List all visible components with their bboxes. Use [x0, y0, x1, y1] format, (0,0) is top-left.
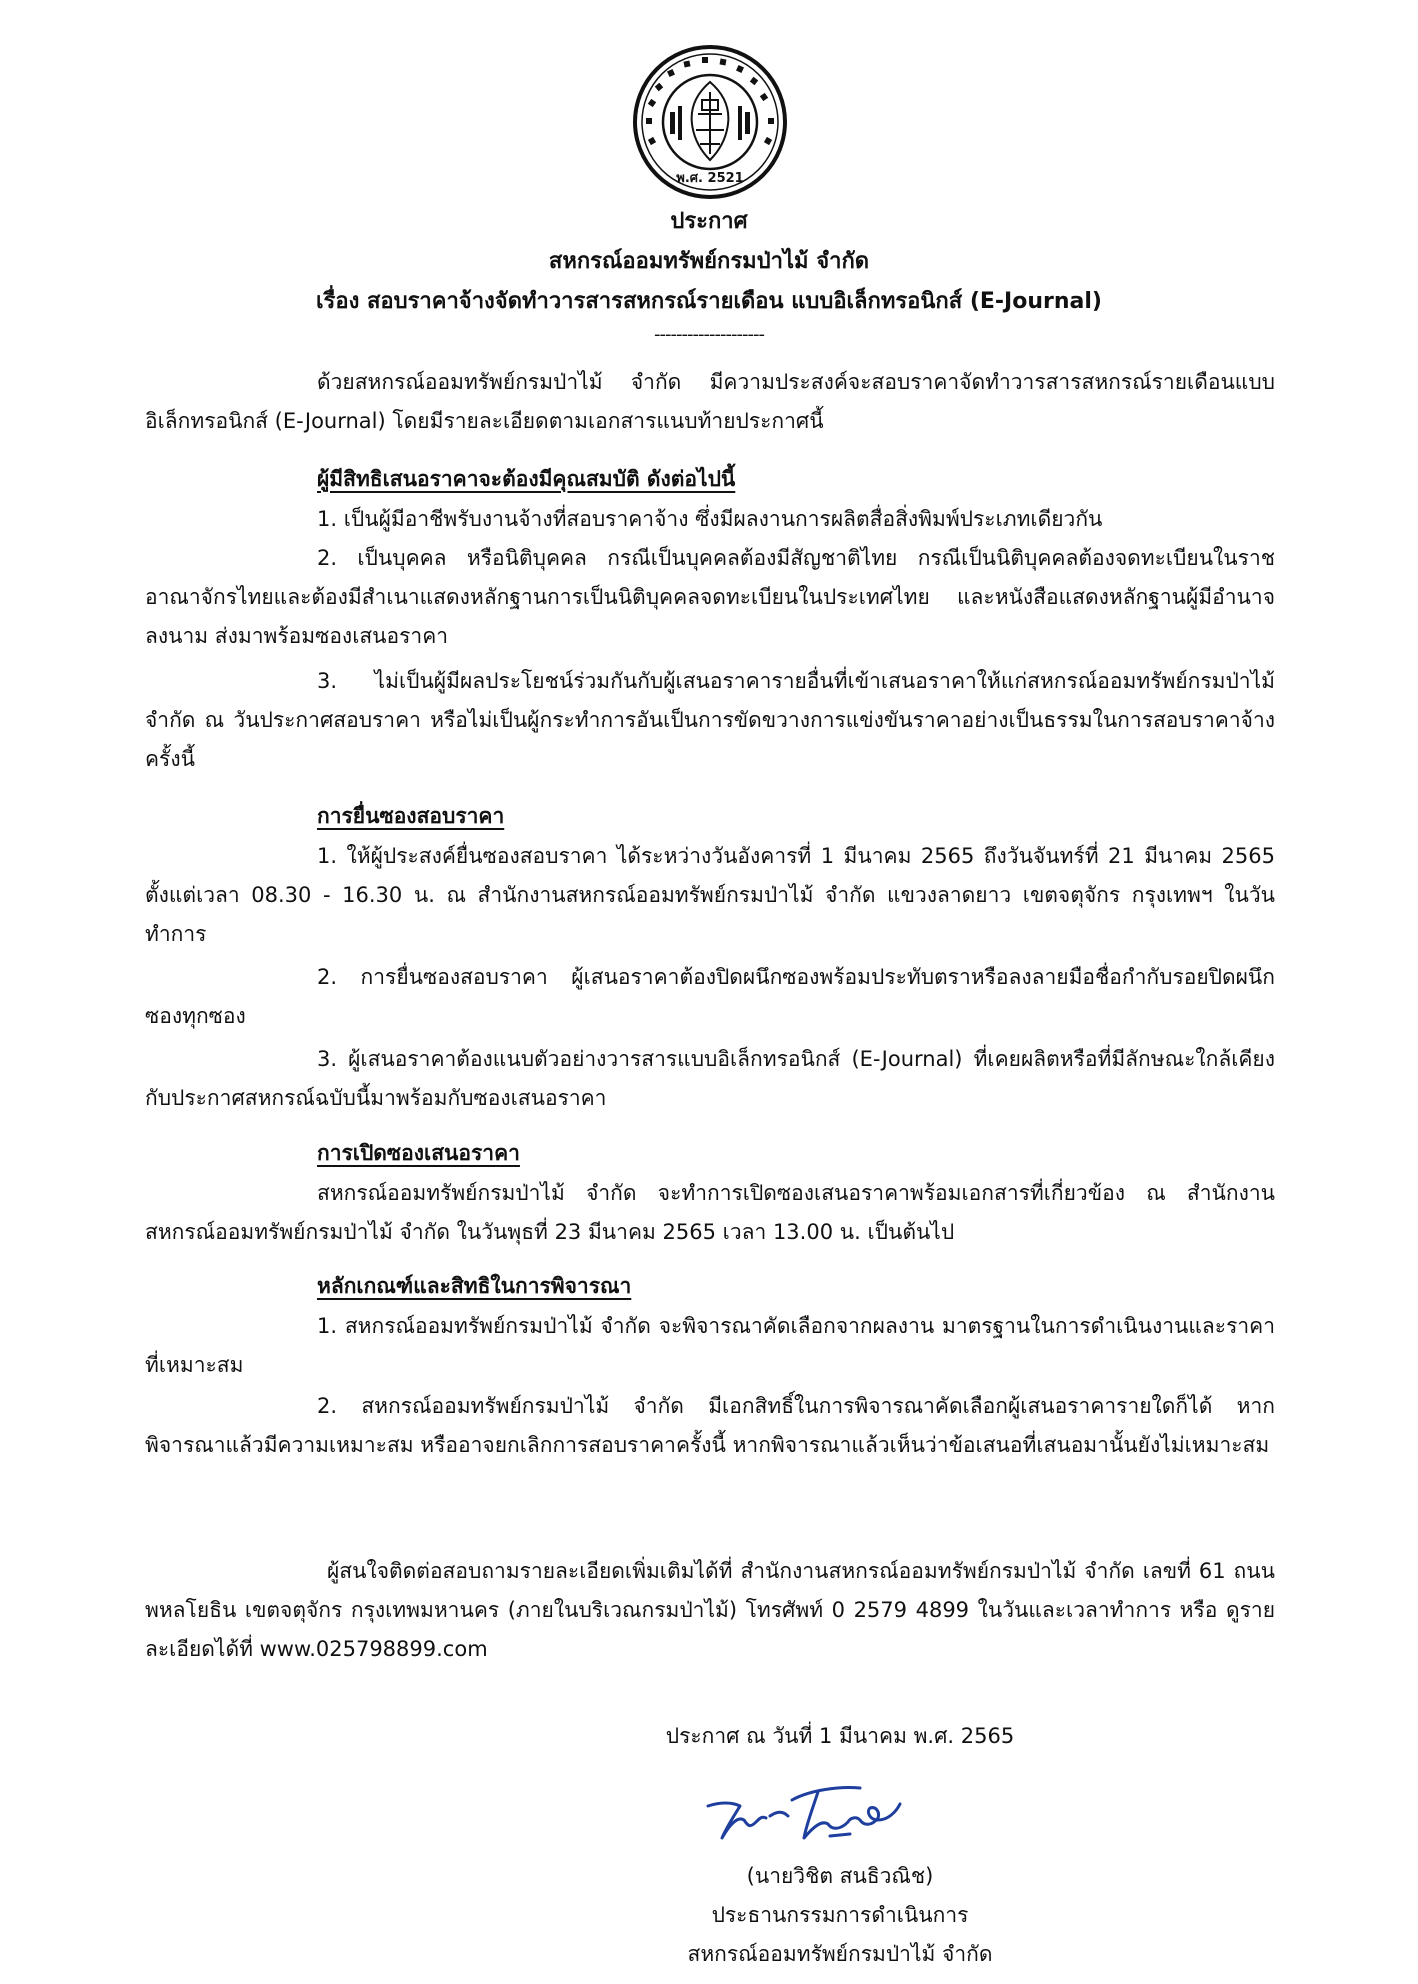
signer-name: (นายวิชิต สนธิวณิช): [746, 1864, 934, 1888]
intro-paragraph: ด้วยสหกรณ์ออมทรัพย์กรมป่าไม้ จำกัด มีความประสงค์จะสอบราคาจัดทำวารสารสหกรณ์รายเดือนแบบอิเล็กทรอนิกส์ (E-Journal) โดยมีรายละเอียดตามเอกสารแนบท้ายประกาศนี้: [145, 370, 1275, 433]
contact-paragraph: ผู้สนใจติดต่อสอบถามรายละเอียดเพิ่มเติมได้ที่ สำนักงานสหกรณ์ออมทรัพย์กรมป่าไม้ จำกัด เลขที่ 61 ถนนพหลโยธิน เขตจตุจักร กรุงเทพมหานคร (ภายในบริเวณกรมป่าไม้) โทรศัพท์ 0 2579 4899 ในวันและเวลาทำการ หรือ ดูรายละเอียดได้ที่ www.025798899.com: [145, 1559, 1275, 1661]
section-heading-submission: การยื่นซองสอบราคา: [317, 804, 505, 828]
signer-position: ประธานกรรมการดำเนินการ: [711, 1903, 969, 1927]
opening-item-1: สหกรณ์ออมทรัพย์กรมป่าไม้ จำกัด จะทำการเปิดซองเสนอราคาพร้อมเอกสารที่เกี่ยวข้อง ณ สำนักงานสหกรณ์ออมทรัพย์กรมป่าไม้ จำกัด ในวันพุธที่ 23 มีนาคม 2565 เวลา 13.00 น. เป็นต้นไป: [145, 1181, 1275, 1244]
organization-title: สหกรณ์ออมทรัพย์กรมป่าไม้ จำกัด: [548, 249, 870, 274]
section-heading-opening: การเปิดซองเสนอราคา: [317, 1141, 520, 1165]
qualification-item-2: 2. เป็นบุคคล หรือนิติบุคคล กรณีเป็นบุคคลต้องมีสัญชาติไทย กรณีเป็นนิติบุคคลต้องจดทะเบียนในราชอาณาจักรไทยและต้องมีสำเนาแสดงหลักฐานการเป็นนิติบุคคลจดทะเบียนในประเทศไทย และหนังสือแสดงหลักฐานผู้มีอำนาจลงนาม ส่งมาพร้อมซองเสนอราคา: [145, 546, 1275, 648]
submission-item-1: 1. ให้ผู้ประสงค์ยื่นซองสอบราคา ได้ระหว่างวันอังคารที่ 1 มีนาคม 2565 ถึงวันจันทร์ที่ 21 มีนาคม 2565 ตั้งแต่เวลา 08.30 - 16.30 น. ณ สำนักงานสหกรณ์ออมทรัพย์กรมป่าไม้ จำกัด แขวงลาดยาว เขตจตุจักร กรุงเทพฯ ในวันทำการ: [145, 844, 1275, 946]
submission-item-3: 3. ผู้เสนอราคาต้องแนบตัวอย่างวารสารแบบอิเล็กทรอนิกส์ (E-Journal) ที่เคยผลิตหรือที่มีลักษณะใกล้เคียงกับประกาศสหกรณ์ฉบับนี้มาพร้อมกับซองเสนอราคา: [145, 1047, 1275, 1110]
section-heading-qualifications: ผู้มีสิทธิเสนอราคาจะต้องมีคุณสมบัติ ดังต่อไปนี้: [317, 467, 736, 491]
seal-year-text: พ.ศ. 2521: [676, 171, 744, 186]
criteria-item-2: 2. สหกรณ์ออมทรัพย์กรมป่าไม้ จำกัด มีเอกสิทธิ์ในการพิจารณาคัดเลือกผู้เสนอราคารายใดก็ได้ หากพิจารณาแล้วมีความเหมาะสม หรืออาจยกเลิกการสอบราคาครั้งนี้ หากพิจารณาแล้วเห็นว่าข้อเสนอที่เสนอมานั้นยังไม่เหมาะสม: [145, 1394, 1275, 1457]
subject-title: เรื่อง สอบราคาจ้างจัดทำวารสารสหกรณ์รายเดือน แบบอิเล็กทรอนิกส์ (E-Journal): [316, 289, 1102, 314]
qualification-item-3: 3. ไม่เป็นผู้มีผลประโยชน์ร่วมกันกับผู้เสนอราคารายอื่นที่เข้าเสนอราคาให้แก่สหกรณ์ออมทรัพย์กรมป่าไม้ จำกัด ณ วันประกาศสอบราคา หรือไม่เป็นผู้กระทำการอันเป็นการขัดขวางการแข่งขันราคาอย่างเป็นธรรมในการสอบราคาจ้างครั้งนี้: [145, 669, 1275, 771]
criteria-item-1: 1. สหกรณ์ออมทรัพย์กรมป่าไม้ จำกัด จะพิจารณาคัดเลือกจากผลงาน มาตรฐานในการดำเนินงานและราคาที่เหมาะสม: [145, 1314, 1275, 1377]
signature-icon: [700, 1776, 910, 1856]
announcement-date: ประกาศ ณ วันที่ 1 มีนาคม พ.ศ. 2565: [665, 1724, 1015, 1748]
title-separator: --------------------: [654, 324, 764, 345]
qualification-item-1: 1. เป็นผู้มีอาชีพรับงานจ้างที่สอบราคาจ้าง ซึ่งมีผลงานการผลิตสื่อสิ่งพิมพ์ประเภทเดียวกัน: [317, 507, 1103, 531]
submission-item-2: 2. การยื่นซองสอบราคา ผู้เสนอราคาต้องปิดผนึกซองพร้อมประทับตราหรือลงลายมือชื่อกำกับรอยปิดผนึกซองทุกซอง: [145, 965, 1275, 1028]
cooperative-seal-icon: [632, 44, 788, 200]
signer-organization: สหกรณ์ออมทรัพย์กรมป่าไม้ จำกัด: [687, 1942, 993, 1966]
section-heading-criteria: หลักเกณฑ์และสิทธิในการพิจารณา: [317, 1274, 632, 1298]
announcement-label: ประกาศ: [670, 209, 748, 234]
